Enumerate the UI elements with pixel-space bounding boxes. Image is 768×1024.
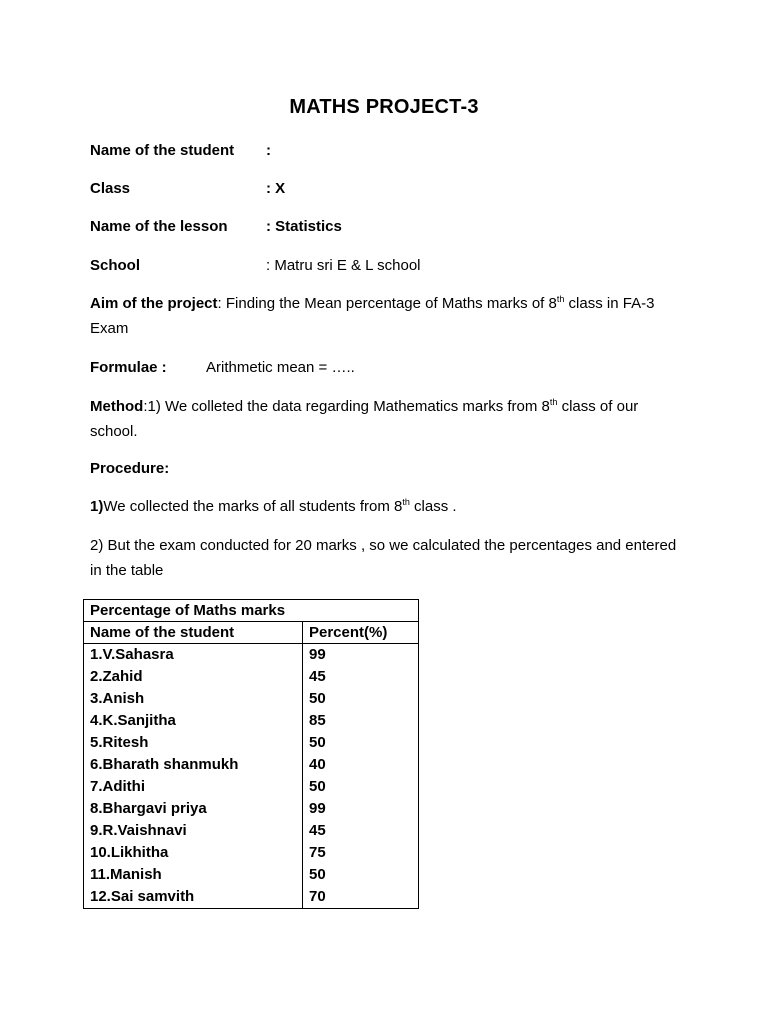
field-class (90, 180, 285, 197)
percent-cell: 99 (303, 798, 419, 820)
field-value: : Statistics (266, 218, 342, 235)
formulae-label: Formulae : (90, 359, 167, 376)
percent-cell: 50 (303, 864, 419, 886)
aim-text: : Finding the Mean percentage of Maths marks of 8 (217, 295, 557, 312)
aim-sup: th (556, 294, 565, 304)
student-name-cell: 9.R.Vaishnavi (84, 820, 303, 842)
percent-cell: 50 (303, 776, 419, 798)
aim-paragraph (90, 291, 680, 341)
table-row (84, 732, 419, 754)
field-lesson (90, 218, 342, 235)
aim-label: Aim of the project (90, 295, 218, 312)
method-label: Method (90, 398, 144, 415)
step1-text: We collected the marks of all students from 8 (103, 498, 403, 515)
table-row (84, 864, 419, 886)
table-row (84, 644, 419, 667)
student-name-cell: 7.Adithi (84, 776, 303, 798)
method-sup: th (549, 397, 558, 407)
percent-cell: 99 (303, 644, 419, 667)
field-value: : X (266, 180, 286, 197)
student-name-cell: 6.Bharath shanmukh (84, 754, 303, 776)
method-text: :1) We colleted the data regarding Mathematics marks from 8 (143, 398, 550, 415)
field-value: : (266, 142, 271, 159)
column-header-percent: Percent(%) (303, 622, 419, 644)
percent-cell: 50 (303, 688, 419, 710)
student-name-cell: 10.Likhitha (84, 842, 303, 864)
field-label: Name of the lesson (90, 218, 228, 235)
percent-cell: 40 (303, 754, 419, 776)
student-name-cell: 11.Manish (84, 864, 303, 886)
aim-text-end: class in FA-3 Exam (90, 295, 655, 337)
student-name-cell: 2.Zahid (84, 666, 303, 688)
table-header-row (84, 622, 419, 644)
formulae-line (90, 359, 355, 376)
procedure-step-1 (90, 494, 680, 519)
field-value: : Matru sri E & L school (266, 257, 421, 274)
student-name-cell: 12.Sai samvith (84, 886, 303, 909)
step1-text-end: class . (409, 498, 457, 515)
percent-cell: 70 (303, 886, 419, 909)
percent-cell: 45 (303, 666, 419, 688)
step1-number: 1) (90, 498, 104, 515)
formulae-text: Arithmetic mean = ….. (206, 359, 355, 376)
marks-table (83, 599, 419, 909)
percent-cell: 45 (303, 820, 419, 842)
table-row (84, 688, 419, 710)
field-label: Class (90, 180, 131, 197)
student-name-cell: 3.Anish (84, 688, 303, 710)
field-student-name (90, 142, 271, 159)
field-label: School (90, 257, 141, 274)
procedure-heading (90, 460, 169, 477)
table-row (84, 776, 419, 798)
step1-sup: th (402, 497, 410, 507)
field-label: Name of the student (90, 142, 235, 159)
student-name-cell: 8.Bhargavi priya (84, 798, 303, 820)
table-caption: Percentage of Maths marks (84, 600, 419, 622)
procedure-step-2: 2) But the exam conducted for 20 marks , so we calculated the percentages and entered in the table (90, 537, 677, 579)
table-caption-row (84, 600, 419, 622)
table-row (84, 754, 419, 776)
student-name-cell: 5.Ritesh (84, 732, 303, 754)
percent-cell: 50 (303, 732, 419, 754)
table-row (84, 710, 419, 732)
table-row (84, 666, 419, 688)
field-school (90, 257, 421, 274)
table-row (84, 842, 419, 864)
table-row (84, 820, 419, 842)
table-row (84, 798, 419, 820)
percent-cell: 85 (303, 710, 419, 732)
student-name-cell: 4.K.Sanjitha (84, 710, 303, 732)
student-name-cell: 1.V.Sahasra (84, 644, 303, 667)
table-row (84, 886, 419, 909)
procedure-label: Procedure: (90, 460, 170, 477)
percent-cell: 75 (303, 842, 419, 864)
method-paragraph (90, 394, 680, 444)
method-text-end: class of our school. (90, 398, 639, 440)
column-header-name: Name of the student (84, 622, 303, 644)
page-title: MATHS PROJECT-3 (289, 96, 479, 118)
